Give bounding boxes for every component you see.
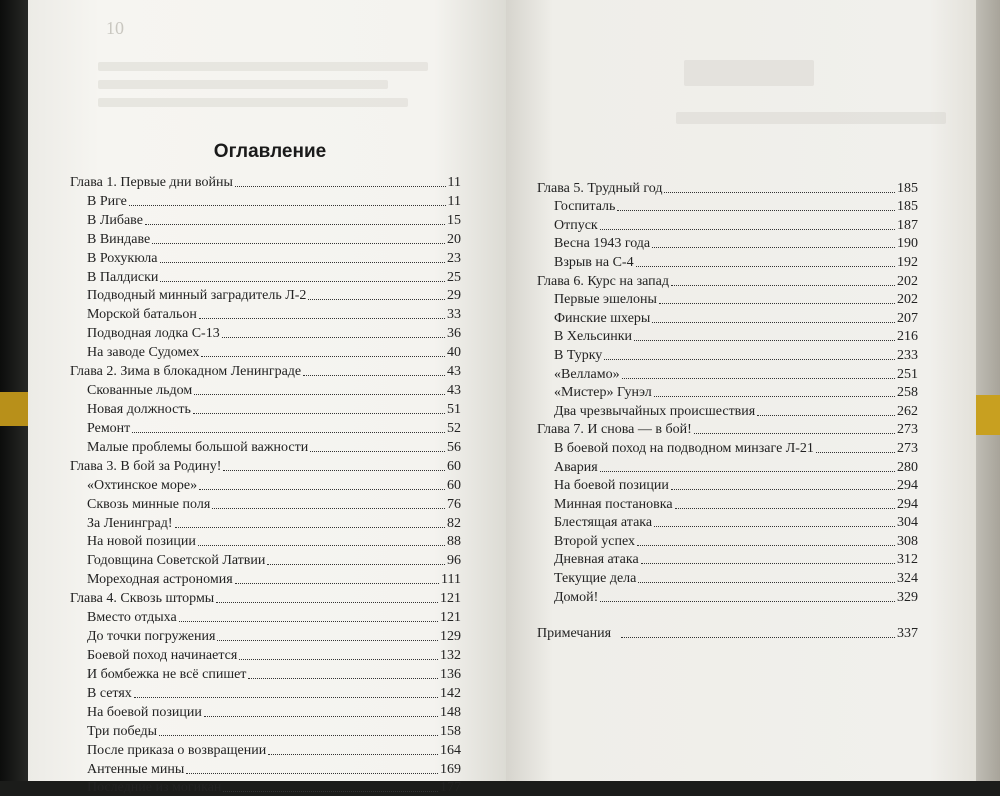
bleed-through-text xyxy=(98,62,428,71)
entry-title: «Мистер» Гунэл xyxy=(537,385,652,401)
dot-leader xyxy=(694,433,895,434)
toc-section-entry xyxy=(537,438,918,457)
entry-title: Вместо отдыха xyxy=(70,610,177,626)
entry-title: Примечания xyxy=(537,626,611,642)
entry-title: В Риге xyxy=(70,194,127,210)
entry-title: В Либаве xyxy=(70,213,143,229)
entry-page-number: 177 xyxy=(440,780,461,796)
toc-section-entry xyxy=(70,532,461,551)
toc-chapter-entry xyxy=(70,172,461,191)
entry-page-number: 190 xyxy=(897,236,918,252)
entry-page-number: 82 xyxy=(447,516,461,532)
entry-page-number: 280 xyxy=(897,460,918,476)
entry-page-number: 202 xyxy=(897,274,918,290)
dot-leader xyxy=(617,210,895,211)
dot-leader xyxy=(160,281,445,282)
entry-title: На заводе Судомех xyxy=(70,345,199,361)
entry-page-number: 52 xyxy=(447,421,461,437)
dot-leader xyxy=(199,489,445,490)
dot-leader xyxy=(652,322,895,323)
entry-title: Малые проблемы большой важности xyxy=(70,440,308,456)
toc-chapter-entry xyxy=(70,361,461,380)
entry-title: И бомбежка не всё спишет xyxy=(70,667,246,683)
entry-title: Дневная атака xyxy=(537,552,639,568)
dot-leader xyxy=(175,527,445,528)
dot-leader xyxy=(204,716,438,717)
entry-page-number: 111 xyxy=(441,572,461,588)
entry-title: Глава 5. Трудный год xyxy=(537,181,662,197)
toc-section-entry xyxy=(70,380,461,399)
entry-title: Финские шхеры xyxy=(537,311,650,327)
background-stripe xyxy=(0,392,30,426)
entry-title: Текущие дела xyxy=(537,571,636,587)
dot-leader xyxy=(757,415,895,416)
entry-page-number: 88 xyxy=(447,534,461,550)
dot-leader xyxy=(637,545,895,546)
dot-leader xyxy=(239,659,438,660)
entry-page-number: 96 xyxy=(447,553,461,569)
entry-page-number: 121 xyxy=(440,610,461,626)
dot-leader xyxy=(664,192,895,193)
toc-chapter-entry xyxy=(537,178,918,197)
dot-leader xyxy=(193,413,445,414)
toc-section-entry xyxy=(537,494,918,513)
entry-title: Мореходная астрономия xyxy=(70,572,233,588)
toc-section-entry xyxy=(537,215,918,234)
dot-leader xyxy=(600,471,895,472)
entry-title: Взрыв на С-4 xyxy=(537,255,634,271)
dot-leader xyxy=(134,697,438,698)
toc-section-entry xyxy=(70,267,461,286)
entry-title: Три победы xyxy=(70,724,157,740)
toc-section-entry xyxy=(537,568,918,587)
entry-page-number: 129 xyxy=(440,629,461,645)
toc-section-entry xyxy=(70,569,461,588)
toc-section-entry xyxy=(70,399,461,418)
entry-page-number: 202 xyxy=(897,292,918,308)
dot-leader xyxy=(268,754,438,755)
entry-title: В сетях xyxy=(70,686,132,702)
entry-page-number: 251 xyxy=(897,367,918,383)
dot-leader xyxy=(308,299,445,300)
entry-page-number: 36 xyxy=(447,326,461,342)
dot-leader xyxy=(159,735,438,736)
entry-title: Весна 1943 года xyxy=(537,236,650,252)
dot-leader xyxy=(604,359,895,360)
entry-page-number: 132 xyxy=(440,648,461,664)
entry-page-number: 192 xyxy=(897,255,918,271)
entry-page-number: 56 xyxy=(447,440,461,456)
entry-title: Блестящая атака xyxy=(537,515,652,531)
toc-section-entry xyxy=(537,252,918,271)
dot-leader xyxy=(671,285,895,286)
toc-section-entry xyxy=(70,191,461,210)
entry-page-number: 216 xyxy=(897,329,918,345)
dot-leader xyxy=(152,243,445,244)
entry-title: Морской батальон xyxy=(70,307,197,323)
dot-leader xyxy=(201,356,445,357)
entry-page-number: 158 xyxy=(440,724,461,740)
entry-title: После приказа о возвращении xyxy=(70,743,266,759)
toc-section-entry xyxy=(537,550,918,569)
entry-page-number: 294 xyxy=(897,497,918,513)
entry-title: Подводная лодка С-13 xyxy=(70,326,220,342)
dot-leader xyxy=(641,563,895,564)
toc-section-entry xyxy=(537,513,918,532)
entry-page-number: 136 xyxy=(440,667,461,683)
toc-section-entry xyxy=(70,740,461,759)
entry-page-number: 262 xyxy=(897,404,918,420)
entry-page-number: 185 xyxy=(897,199,918,215)
entry-page-number: 312 xyxy=(897,552,918,568)
toc-section-entry xyxy=(70,683,461,702)
entry-page-number: 169 xyxy=(440,762,461,778)
entry-title: Два чрезвычайных происшествия xyxy=(537,404,755,420)
entry-page-number: 142 xyxy=(440,686,461,702)
toc-section-entry xyxy=(70,323,461,342)
dot-leader xyxy=(223,470,445,471)
toc-section-entry xyxy=(70,626,461,645)
entry-title: Глава 7. И снова — в бой! xyxy=(537,422,692,438)
toc-section-entry xyxy=(70,664,461,683)
dot-leader xyxy=(179,621,438,622)
toc-section-entry xyxy=(70,721,461,740)
dot-leader xyxy=(636,266,895,267)
entry-title: Первые эшелоны xyxy=(537,292,657,308)
toc-section-entry xyxy=(537,401,918,420)
entry-page-number: 337 xyxy=(897,626,918,642)
dot-leader xyxy=(671,489,895,490)
toc-section-entry xyxy=(70,437,461,456)
toc-section-entry xyxy=(537,587,918,606)
entry-title: Отпуск xyxy=(537,218,598,234)
toc-notes-entry xyxy=(537,624,918,643)
toc-section-entry xyxy=(70,778,461,796)
toc-section-entry xyxy=(70,304,461,323)
entry-page-number: 329 xyxy=(897,590,918,606)
dot-leader xyxy=(194,394,445,395)
entry-page-number: 207 xyxy=(897,311,918,327)
entry-page-number: 43 xyxy=(447,364,461,380)
page-title: Оглавление xyxy=(0,141,540,163)
entry-page-number: 304 xyxy=(897,515,918,531)
entry-title: В Рохукюла xyxy=(70,251,158,267)
entry-title: Глава 1. Первые дни войны xyxy=(70,175,233,191)
entry-title: Последние из могикан xyxy=(70,780,221,796)
entry-title: Сквозь минные поля xyxy=(70,497,210,513)
bleed-through-text xyxy=(98,98,408,107)
entry-page-number: 294 xyxy=(897,478,918,494)
entry-page-number: 76 xyxy=(447,497,461,513)
toc-section-entry xyxy=(70,418,461,437)
entry-page-number: 15 xyxy=(447,213,461,229)
toc-section-entry xyxy=(70,702,461,721)
toc-section-entry xyxy=(537,457,918,476)
entry-title: На боевой позиции xyxy=(70,705,202,721)
dot-leader xyxy=(216,602,438,603)
dot-leader xyxy=(248,678,438,679)
entry-title: В Хельсинки xyxy=(537,329,632,345)
entry-page-number: 51 xyxy=(447,402,461,418)
toc-section-entry xyxy=(537,383,918,402)
entry-title: В Палдиски xyxy=(70,270,158,286)
toc-section-entry xyxy=(70,513,461,532)
dot-leader xyxy=(303,375,445,376)
toc-chapter-entry xyxy=(70,588,461,607)
toc-chapter-entry xyxy=(537,271,918,290)
entry-title: На новой позиции xyxy=(70,534,196,550)
entry-title: На боевой позиции xyxy=(537,478,669,494)
spacer xyxy=(537,606,918,624)
entry-page-number: 273 xyxy=(897,441,918,457)
toc-section-entry xyxy=(70,550,461,569)
entry-title: Ремонт xyxy=(70,421,130,437)
entry-page-number: 25 xyxy=(447,270,461,286)
dot-leader xyxy=(622,378,895,379)
entry-title: Авария xyxy=(537,460,598,476)
toc-section-entry xyxy=(537,197,918,216)
entry-page-number: 258 xyxy=(897,385,918,401)
entry-title: Боевой поход начинается xyxy=(70,648,237,664)
entry-title: Глава 6. Курс на запад xyxy=(537,274,669,290)
dot-leader xyxy=(235,186,446,187)
entry-page-number: 185 xyxy=(897,181,918,197)
entry-page-number: 187 xyxy=(897,218,918,234)
dot-leader xyxy=(638,582,895,583)
entry-title: «Охтинское море» xyxy=(70,478,197,494)
dot-leader xyxy=(654,396,895,397)
toc-section-entry xyxy=(70,229,461,248)
dot-leader xyxy=(160,262,445,263)
entry-title: Антенные мины xyxy=(70,762,184,778)
entry-page-number: 233 xyxy=(897,348,918,364)
entry-title: За Ленинград! xyxy=(70,516,173,532)
entry-title: «Велламо» xyxy=(537,367,620,383)
entry-page-number: 273 xyxy=(897,422,918,438)
bleed-through-text xyxy=(676,112,946,124)
dot-leader xyxy=(621,637,895,638)
entry-title: Годовщина Советской Латвии xyxy=(70,553,265,569)
entry-title: До точки погружения xyxy=(70,629,215,645)
entry-title: Глава 4. Сквозь штормы xyxy=(70,591,214,607)
entry-title: Госпиталь xyxy=(537,199,615,215)
entry-title: Скованные льдом xyxy=(70,383,192,399)
toc-section-entry xyxy=(70,286,461,305)
entry-page-number: 324 xyxy=(897,571,918,587)
entry-page-number: 43 xyxy=(447,383,461,399)
bleed-through-text xyxy=(98,80,388,89)
entry-page-number: 23 xyxy=(447,251,461,267)
dot-leader xyxy=(267,564,445,565)
dot-leader xyxy=(198,545,445,546)
dot-leader xyxy=(652,247,895,248)
toc-section-entry xyxy=(70,759,461,778)
dot-leader xyxy=(132,432,445,433)
toc-section-entry xyxy=(537,308,918,327)
toc-section-entry xyxy=(70,210,461,229)
toc-section-entry xyxy=(70,342,461,361)
toc-section-entry xyxy=(70,645,461,664)
entry-title: Новая должность xyxy=(70,402,191,418)
entry-page-number: 29 xyxy=(447,288,461,304)
dot-leader xyxy=(600,229,895,230)
dot-leader xyxy=(634,340,895,341)
entry-title: В боевой поход на подводном минзаге Л-21 xyxy=(537,441,814,457)
entry-page-number: 308 xyxy=(897,534,918,550)
toc-section-entry xyxy=(537,327,918,346)
entry-title: В Турку xyxy=(537,348,602,364)
entry-title: В Виндаве xyxy=(70,232,150,248)
entry-page-number: 40 xyxy=(447,345,461,361)
table-of-contents-right xyxy=(537,178,918,642)
toc-section-entry xyxy=(537,290,918,309)
entry-page-number: 121 xyxy=(440,591,461,607)
dot-leader xyxy=(659,303,895,304)
entry-page-number: 33 xyxy=(447,307,461,323)
dot-leader xyxy=(212,508,445,509)
toc-section-entry xyxy=(70,248,461,267)
dot-leader xyxy=(199,318,445,319)
toc-section-entry xyxy=(70,607,461,626)
toc-section-entry xyxy=(70,494,461,513)
entry-page-number: 148 xyxy=(440,705,461,721)
entry-page-number: 164 xyxy=(440,743,461,759)
table-of-contents-left xyxy=(70,172,461,796)
toc-chapter-entry xyxy=(537,420,918,439)
dot-leader xyxy=(186,773,438,774)
dot-leader xyxy=(675,508,895,509)
dot-leader xyxy=(217,640,438,641)
toc-section-entry xyxy=(537,364,918,383)
entry-title: Глава 2. Зима в блокадном Ленинграде xyxy=(70,364,301,380)
dot-leader xyxy=(129,205,446,206)
dot-leader xyxy=(600,601,895,602)
entry-title: Глава 3. В бой за Родину! xyxy=(70,459,221,475)
dot-leader xyxy=(816,452,895,453)
page-number: 10 xyxy=(106,18,124,39)
entry-page-number: 20 xyxy=(447,232,461,248)
toc-section-entry xyxy=(537,476,918,495)
toc-chapter-entry xyxy=(70,456,461,475)
toc-section-entry xyxy=(537,234,918,253)
toc-section-entry xyxy=(537,531,918,550)
dot-leader xyxy=(223,791,438,792)
dot-leader xyxy=(654,526,895,527)
entry-page-number: 60 xyxy=(447,459,461,475)
bleed-through-text xyxy=(684,60,814,86)
dot-leader xyxy=(310,451,445,452)
entry-title: Подводный минный заградитель Л-2 xyxy=(70,288,306,304)
entry-title: Домой! xyxy=(537,590,598,606)
entry-title: Минная постановка xyxy=(537,497,673,513)
entry-page-number: 11 xyxy=(448,175,461,191)
dot-leader xyxy=(222,337,445,338)
dot-leader xyxy=(235,583,439,584)
entry-title: Второй успех xyxy=(537,534,635,550)
entry-page-number: 60 xyxy=(447,478,461,494)
entry-page-number: 11 xyxy=(448,194,461,210)
toc-section-entry xyxy=(537,345,918,364)
dot-leader xyxy=(145,224,445,225)
toc-section-entry xyxy=(70,475,461,494)
